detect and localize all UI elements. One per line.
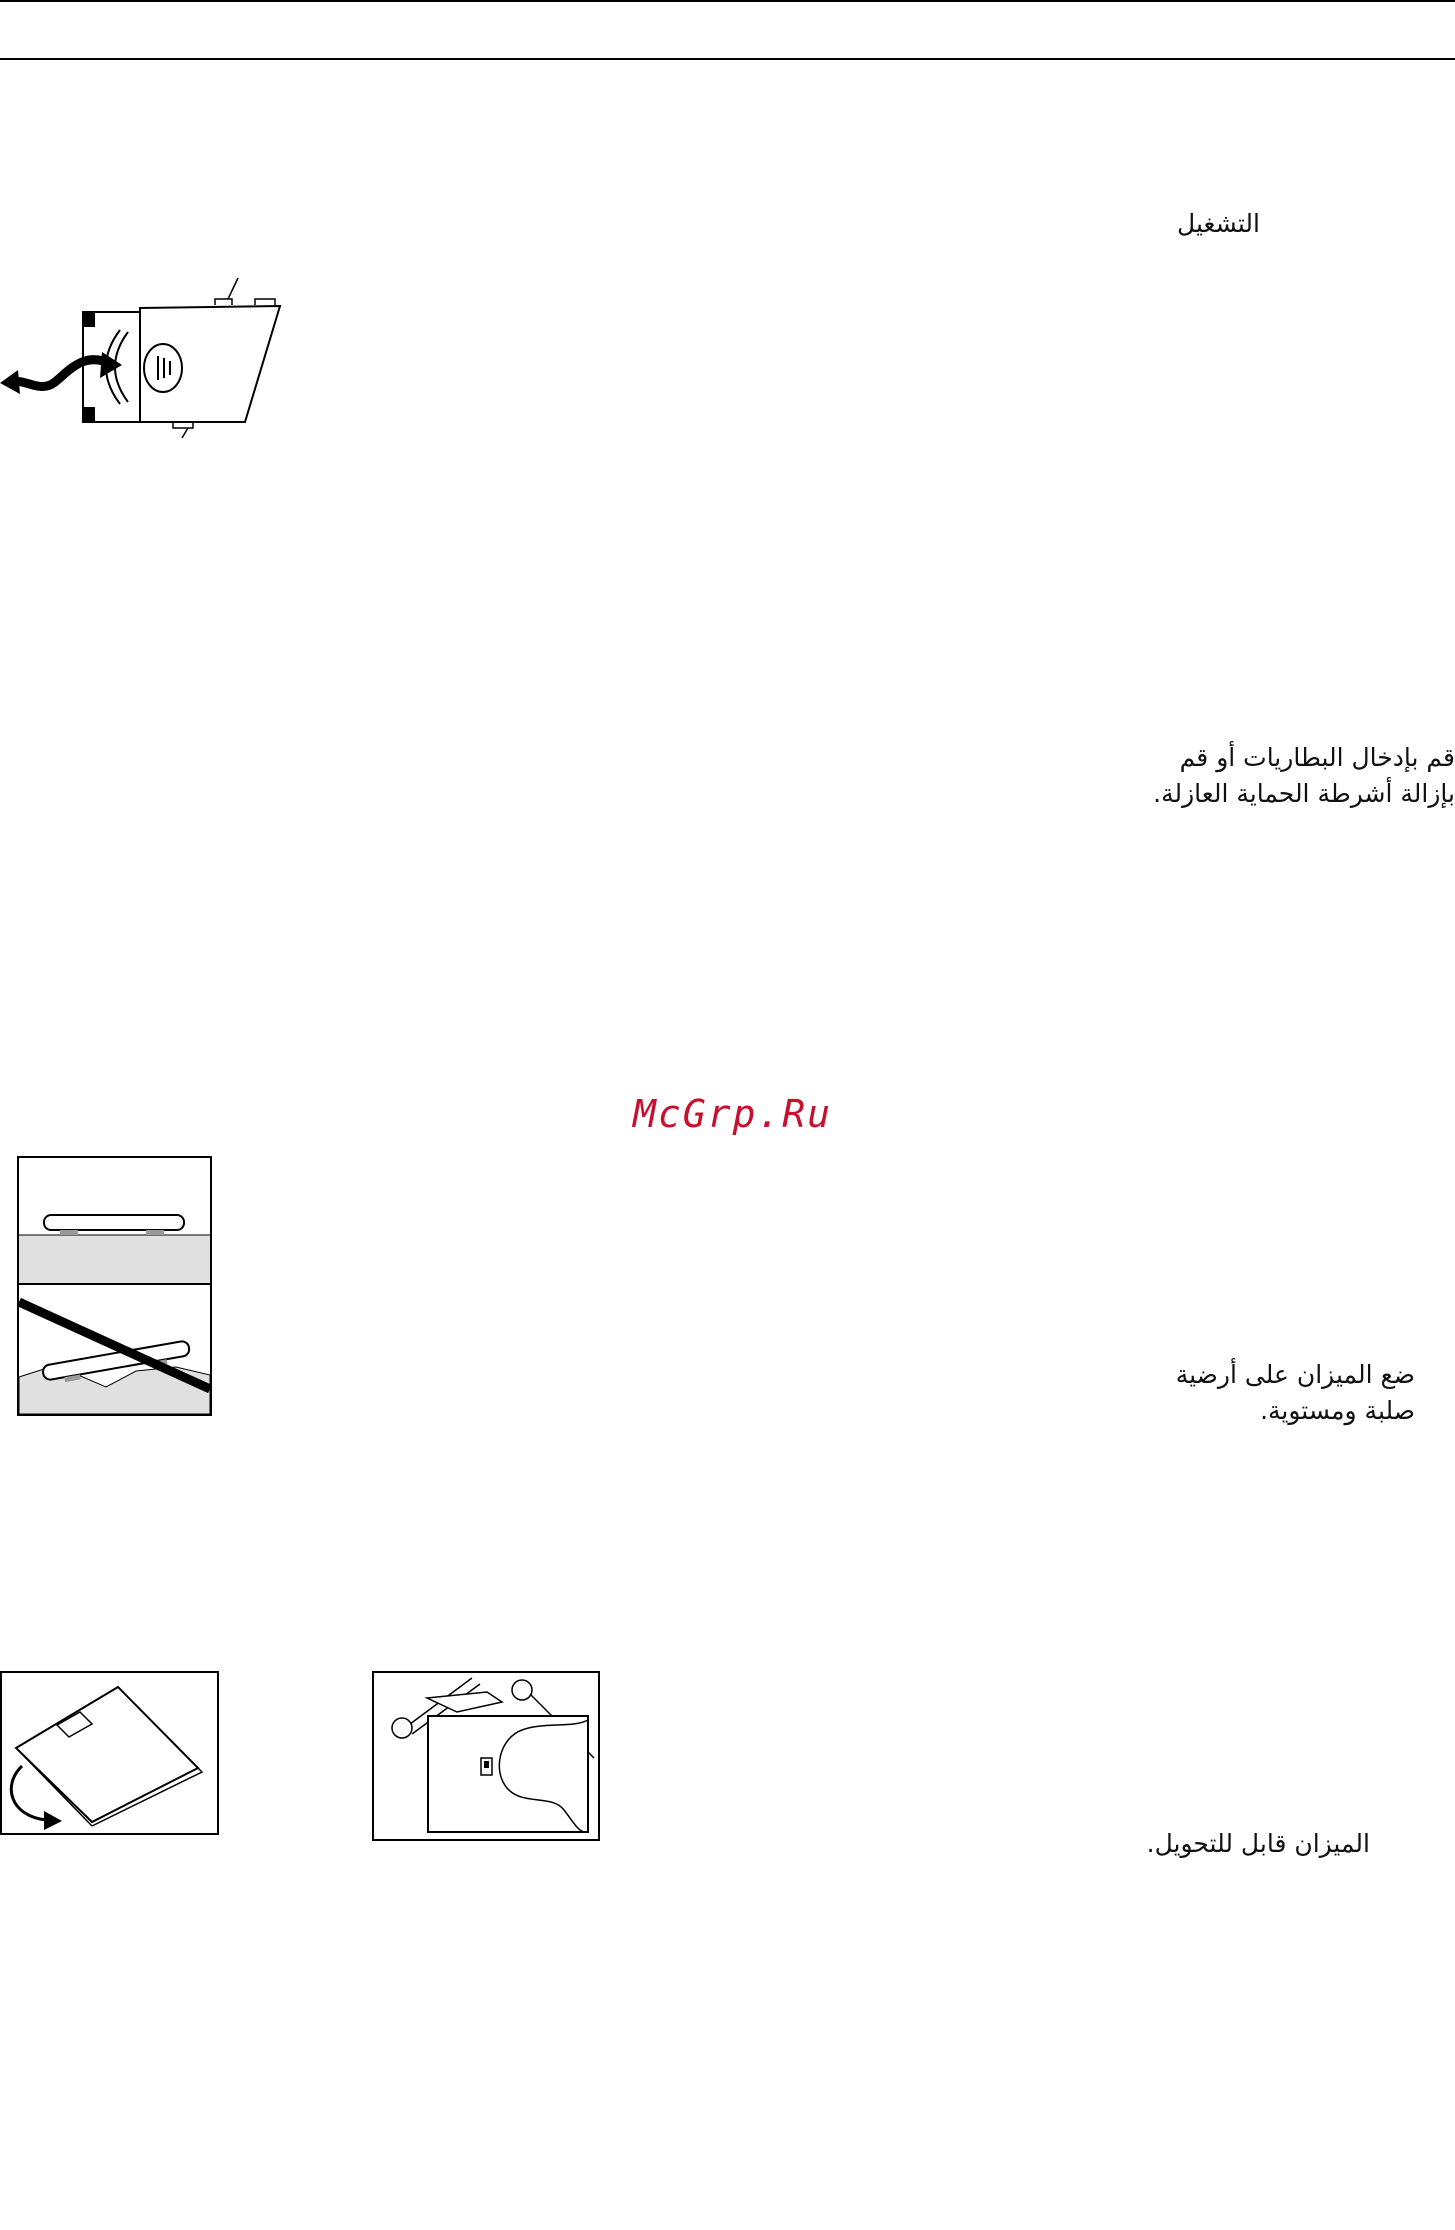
- unit-switch-figure: [372, 1670, 602, 1842]
- battery-compartment-figure: [0, 270, 290, 440]
- instruction-line: بإزالة أشرطة الحماية العازلة.: [1153, 779, 1455, 808]
- watermark: McGrp.Ru: [633, 1092, 833, 1136]
- floor-placement-figure: [16, 1155, 214, 1417]
- scale-flip-figure: [0, 1670, 220, 1836]
- instruction-line: ضع الميزان على أرضية: [1175, 1360, 1415, 1389]
- instruction-line: صلبة ومستوية.: [1260, 1396, 1415, 1425]
- instruction-line: قم بإدخال البطاريات أو قم: [1179, 743, 1455, 772]
- instruction-insert-batteries: [1150, 740, 1455, 812]
- header-rule: [0, 58, 1455, 60]
- instruction-convertible: [1146, 1826, 1370, 1862]
- section-heading-operation: التشغيل: [1177, 209, 1260, 238]
- instruction-firm-floor: [1150, 1357, 1415, 1429]
- instruction-line: الميزان قابل للتحويل.: [1146, 1829, 1370, 1858]
- top-rule: [0, 0, 1455, 2]
